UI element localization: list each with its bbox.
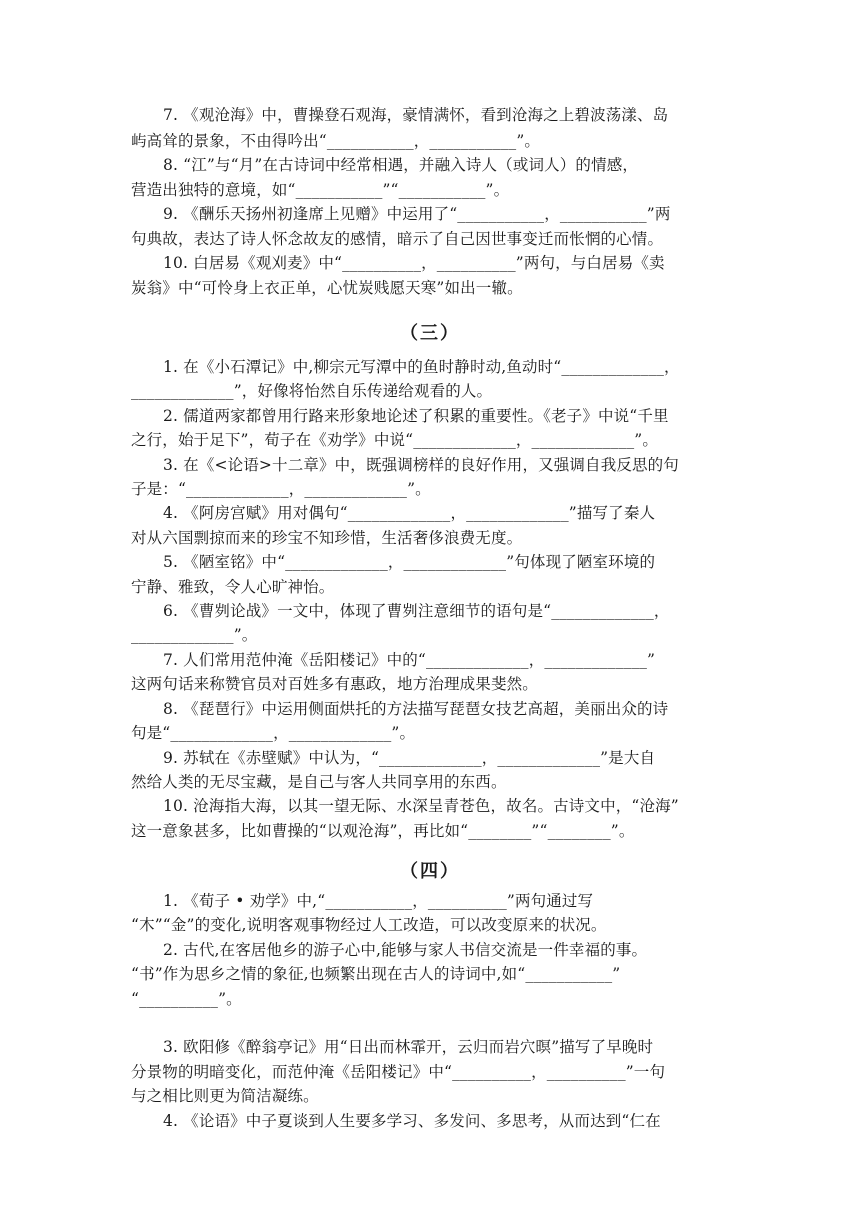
question-7-line-1: 7. 《观沧海》中，曹操登石观海，豪情满怀，看到沧海之上碧波荡漾、岛 [163, 106, 669, 124]
section-heading-4: （四） [400, 861, 460, 882]
s3-question-8-line-2: 句是“_____________，_____________”。 [131, 724, 416, 742]
s3-question-7-line-1: 7. 人们常用范仲淹《岳阳楼记》中的“_____________，_____________” [163, 651, 656, 669]
s4-question-4-line-1: 4. 《论语》中子夏谈到人生要多学习、多发问、多思考，从而达到“仁在 [163, 1112, 661, 1130]
s4-question-2-line-1: 2. 古代,在客居他乡的游子心中,能够与家人书信交流是一件幸福的事。 [163, 941, 648, 959]
s3-question-2-line-2: 之行，始于足下”，荀子在《劝学》中说“_____________，_____________”。 [131, 431, 658, 449]
s3-question-10-line-1: 10. 沧海指大海，以其一望无际、水深呈青苍色，故名。古诗文中，“沧海” [163, 797, 679, 815]
s3-question-3-line-2: 子是：“_____________，_____________”。 [131, 480, 431, 498]
s3-question-7-line-2: 这两句话来称赞官员对百姓多有惠政，地方治理成果斐然。 [131, 675, 538, 693]
s3-question-10-line-2: 这一意象甚多，比如曹操的“以观沧海”，再比如“________”“________”。 [131, 822, 635, 840]
s3-question-5-line-1: 5. 《陋室铭》中“_____________，_____________”句体现了陋室环境的 [163, 553, 656, 571]
s3-question-1-line-2: _____________”，好像将怡然自乐传递给观看的人。 [131, 382, 493, 400]
s3-question-4-line-2: 对从六国剽掠而来的珍宝不知珍惜，生活奢侈浪费无度。 [131, 529, 523, 547]
s3-question-6-line-1: 6. 《曹刿论战》一文中，体现了曹刿注意细节的语句是“_____________， [163, 602, 670, 620]
question-9-line-1: 9. 《酬乐天扬州初逢席上见赠》中运用了“___________，___________”两 [163, 205, 671, 223]
question-10-line-1: 10. 白居易《观刈麦》中“__________，__________”两句，与白居易《卖 [163, 254, 665, 272]
s3-question-4-line-1: 4. 《阿房宫赋》用对偶句“_____________，_____________”描写了秦人 [163, 504, 656, 522]
s4-question-3-line-2: 分景物的明暗变化，而范仲淹《岳阳楼记》中“__________，__________”一句 [131, 1063, 666, 1081]
s3-question-8-line-1: 8. 《琵琶行》中运用侧面烘托的方法描写琵琶女技艺高超，美丽出众的诗 [163, 700, 669, 718]
s3-question-1-line-1: 1. 在《小石潭记》中,柳宗元写潭中的鱼时静时动,鱼动时“_____________， [163, 358, 680, 376]
s3-question-9-line-1: 9. 苏轼在《赤壁赋》中认为，“_____________，_____________”是大自 [163, 749, 656, 767]
question-9-line-2: 句典故，表达了诗人怀念故友的感情，暗示了自己因世事变迁而怅惘的心情。 [131, 230, 664, 248]
s3-question-9-line-2: 然给人类的无尽宝藏，是自己与客人共同享用的东西。 [131, 773, 507, 791]
question-7-line-2: 屿高耸的景象，不由得吟出“___________，___________”。 [131, 132, 541, 150]
s4-question-1-line-1: 1. 《荀子 • 劝学》中,“___________，__________”两句通过写 [163, 892, 594, 910]
s4-question-3-line-1: 3. 欧阳修《醉翁亭记》用“日出而林霏开，云归而岩穴暝”描写了早晚时 [163, 1038, 654, 1056]
question-8-line-2: 营造出独特的意境，如“___________”“___________”。 [131, 181, 510, 199]
question-10-line-2: 炭翁》中“可怜身上衣正单，心忧炭贱愿天寒”如出一辙。 [131, 279, 523, 297]
s4-question-2-line-3: “__________”。 [131, 990, 242, 1008]
section-heading-3: （三） [400, 323, 460, 344]
s3-question-5-line-2: 宁静、雅致，令人心旷神怡。 [131, 578, 335, 596]
s3-question-3-line-1: 3. 在《<论语>十二章》中，既强调榜样的良好作用，又强调自我反思的句 [163, 456, 679, 474]
s3-question-2-line-1: 2. 儒道两家都曾用行路来形象地论述了积累的重要性。《老子》中说“千里 [163, 407, 669, 425]
s3-question-6-line-2: _____________”。 [131, 626, 258, 644]
s4-question-1-line-2: “木”“金”的变化,说明客观事物经过人工改造，可以改变原来的状况。 [131, 916, 607, 934]
s4-question-2-line-2: “书”作为思乡之情的象征,也频繁出现在古人的诗词中,如“___________” [131, 965, 621, 983]
s4-question-3-line-3: 与之相比则更为简洁凝练。 [131, 1087, 319, 1105]
question-8-line-1: 8. “江”与“月”在古诗词中经常相遇，并融入诗人（或词人）的情感， [163, 156, 639, 174]
